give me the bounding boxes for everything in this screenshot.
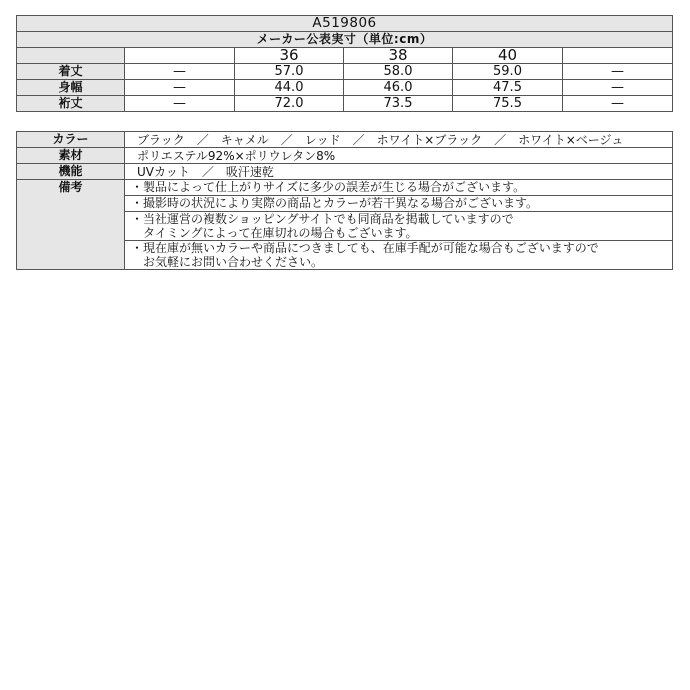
note-line: ・当社運営の複数ショッピングサイトでも同商品を掲載していますので <box>131 212 514 226</box>
measurement-cell: 72.0 <box>235 96 344 112</box>
notes-label: 備考 <box>17 180 125 270</box>
note-line: お気軽にお問い合わせください。 <box>131 255 324 269</box>
measurement-cell: 75.5 <box>453 96 563 112</box>
material-label: 素材 <box>17 148 125 164</box>
size-header-row <box>17 48 673 64</box>
measurement-cell: — <box>125 80 235 96</box>
note-item <box>125 241 673 270</box>
size-header <box>563 48 673 64</box>
function-row <box>17 164 673 180</box>
measurement-cell: — <box>563 96 673 112</box>
table-row <box>17 64 673 80</box>
material-value: ポリエステル92%×ポリウレタン8% <box>125 148 673 164</box>
measurement-cell: 44.0 <box>235 80 344 96</box>
corner-cell <box>17 48 125 64</box>
size-header: 40 <box>453 48 563 64</box>
measurement-cell: — <box>125 96 235 112</box>
product-code: A519806 <box>17 16 673 32</box>
color-label: カラー <box>17 132 125 148</box>
note-line: ・製品によって仕上がりサイズに多少の誤差が生じる場合がございます。 <box>131 180 526 194</box>
color-row <box>17 132 673 148</box>
note-line: タイミングによって在庫切れの場合もございます。 <box>131 226 418 240</box>
measurement-cell: 73.5 <box>344 96 453 112</box>
function-label: 機能 <box>17 164 125 180</box>
color-value: ブラック ／ キャメル ／ レッド ／ ホワイト×ブラック ／ ホワイト×ベージュ <box>125 132 673 148</box>
size-table <box>16 15 673 112</box>
table-row <box>17 80 673 96</box>
size-header: 36 <box>235 48 344 64</box>
material-row <box>17 148 673 164</box>
product-info-table <box>16 131 673 270</box>
measurement-cell: 47.5 <box>453 80 563 96</box>
measurement-cell: 46.0 <box>344 80 453 96</box>
row-label: 着丈 <box>17 64 125 80</box>
note-item <box>125 196 673 212</box>
notes-row <box>17 180 673 196</box>
measurement-cell: — <box>563 64 673 80</box>
note-line: ・撮影時の状況により実際の商品とカラーが若干異なる場合がございます。 <box>131 196 539 210</box>
measurement-cell: 57.0 <box>235 64 344 80</box>
row-label: 裄丈 <box>17 96 125 112</box>
measurement-cell: — <box>125 64 235 80</box>
note-item <box>125 180 673 196</box>
function-value: UVカット ／ 吸汗速乾 <box>125 164 673 180</box>
table-row <box>17 96 673 112</box>
size-header <box>125 48 235 64</box>
size-header: 38 <box>344 48 453 64</box>
row-label: 身幅 <box>17 80 125 96</box>
measurement-cell: 59.0 <box>453 64 563 80</box>
size-table-title: メーカー公表実寸（単位:cm） <box>17 32 673 48</box>
note-item <box>125 212 673 241</box>
measurement-cell: 58.0 <box>344 64 453 80</box>
measurement-cell: — <box>563 80 673 96</box>
note-line: ・現在庫が無いカラーや商品につきましても、在庫手配が可能な場合もございますので <box>131 241 599 255</box>
